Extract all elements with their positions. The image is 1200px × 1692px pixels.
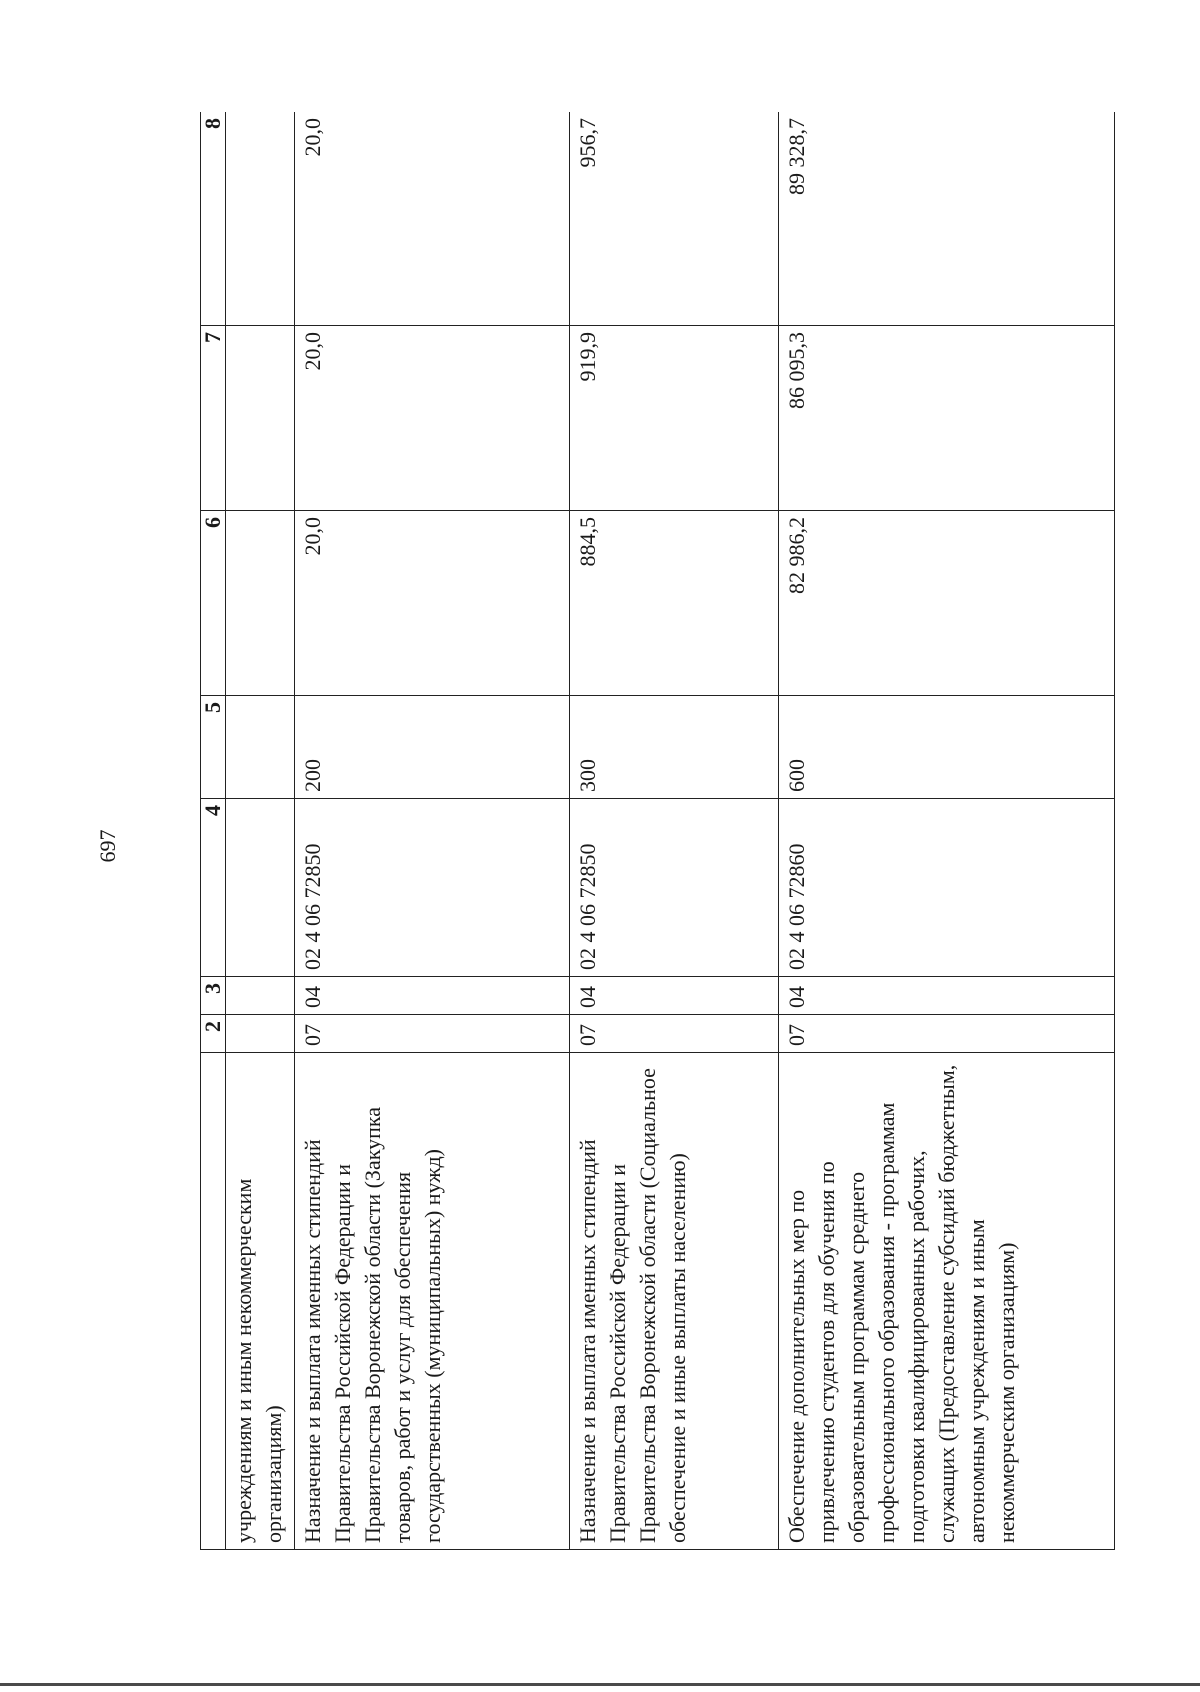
table-row bbox=[569, 112, 778, 1550]
page-number: 697 bbox=[95, 829, 120, 863]
amount-cell-6: 884,5 bbox=[569, 511, 778, 696]
header-cell-2: 2 bbox=[201, 1015, 226, 1053]
subsection-cell: 04 bbox=[778, 977, 1114, 1015]
expense-type-cell: 600 bbox=[778, 696, 1114, 799]
expense-type-cell: 300 bbox=[569, 696, 778, 799]
header-cell-4: 4 bbox=[201, 799, 226, 977]
header-cell-6: 6 bbox=[201, 511, 226, 696]
header-cell-7: 7 bbox=[201, 326, 226, 511]
amount-cell-6: 82 986,2 bbox=[778, 511, 1114, 696]
section-cell: 07 bbox=[294, 1015, 569, 1053]
amount-cell-6 bbox=[226, 511, 294, 696]
row-name-cell: учреждениям и иным некоммерческим организациям) bbox=[226, 1053, 294, 1550]
subsection-cell bbox=[226, 977, 294, 1015]
bottom-scan-edge bbox=[0, 1683, 1200, 1686]
expense-type-cell bbox=[226, 696, 294, 799]
amount-cell-8: 89 328,7 bbox=[778, 112, 1114, 326]
amount-cell-7: 86 095,3 bbox=[778, 326, 1114, 511]
row-name-cell: Обеспечение дополнительных мер по привлечению студентов для обучения по образовательным программам среднего профессионального образования - программам подготовки квалифицированных рабочих, служащих (Предоставление субсидий бюджетным, автономным учреждениям и иным некоммерческим организациям) bbox=[778, 1053, 1114, 1550]
amount-cell-8: 956,7 bbox=[569, 112, 778, 326]
header-cell-name bbox=[201, 1053, 226, 1550]
section-cell bbox=[226, 1015, 294, 1053]
header-cell-3: 3 bbox=[201, 977, 226, 1015]
table-row bbox=[294, 112, 569, 1550]
header-cell-5: 5 bbox=[201, 696, 226, 799]
table-row bbox=[778, 112, 1114, 1550]
amount-cell-7: 20,0 bbox=[294, 326, 569, 511]
budget-sheet bbox=[200, 112, 1115, 1550]
row-name-cell: Назначение и выплата именных стипендий Правительства Российской Федерации и Правительства Воронежской области (Закупка товаров, работ и услуг для обеспечения государственных (муниципальных) нужд) bbox=[294, 1053, 569, 1550]
amount-cell-8: 20,0 bbox=[294, 112, 569, 326]
target-article-cell bbox=[226, 799, 294, 977]
amount-cell-7: 919,9 bbox=[569, 326, 778, 511]
budget-table bbox=[200, 112, 1115, 1550]
amount-cell-6: 20,0 bbox=[294, 511, 569, 696]
table-header-row bbox=[201, 112, 226, 1550]
target-article-cell: 02 4 06 72850 bbox=[294, 799, 569, 977]
target-article-cell: 02 4 06 72850 bbox=[569, 799, 778, 977]
expense-type-cell: 200 bbox=[294, 696, 569, 799]
subsection-cell: 04 bbox=[569, 977, 778, 1015]
subsection-cell: 04 bbox=[294, 977, 569, 1015]
row-name-cell: Назначение и выплата именных стипендий Правительства Российской Федерации и Правительства Воронежской области (Социальное обеспечение и иные выплаты населению) bbox=[569, 1053, 778, 1550]
amount-cell-7 bbox=[226, 326, 294, 511]
amount-cell-8 bbox=[226, 112, 294, 326]
target-article-cell: 02 4 06 72860 bbox=[778, 799, 1114, 977]
rotated-table-wrapper bbox=[200, 112, 1115, 1550]
section-cell: 07 bbox=[569, 1015, 778, 1053]
header-cell-8: 8 bbox=[201, 112, 226, 326]
table-row bbox=[226, 112, 294, 1550]
section-cell: 07 bbox=[778, 1015, 1114, 1053]
